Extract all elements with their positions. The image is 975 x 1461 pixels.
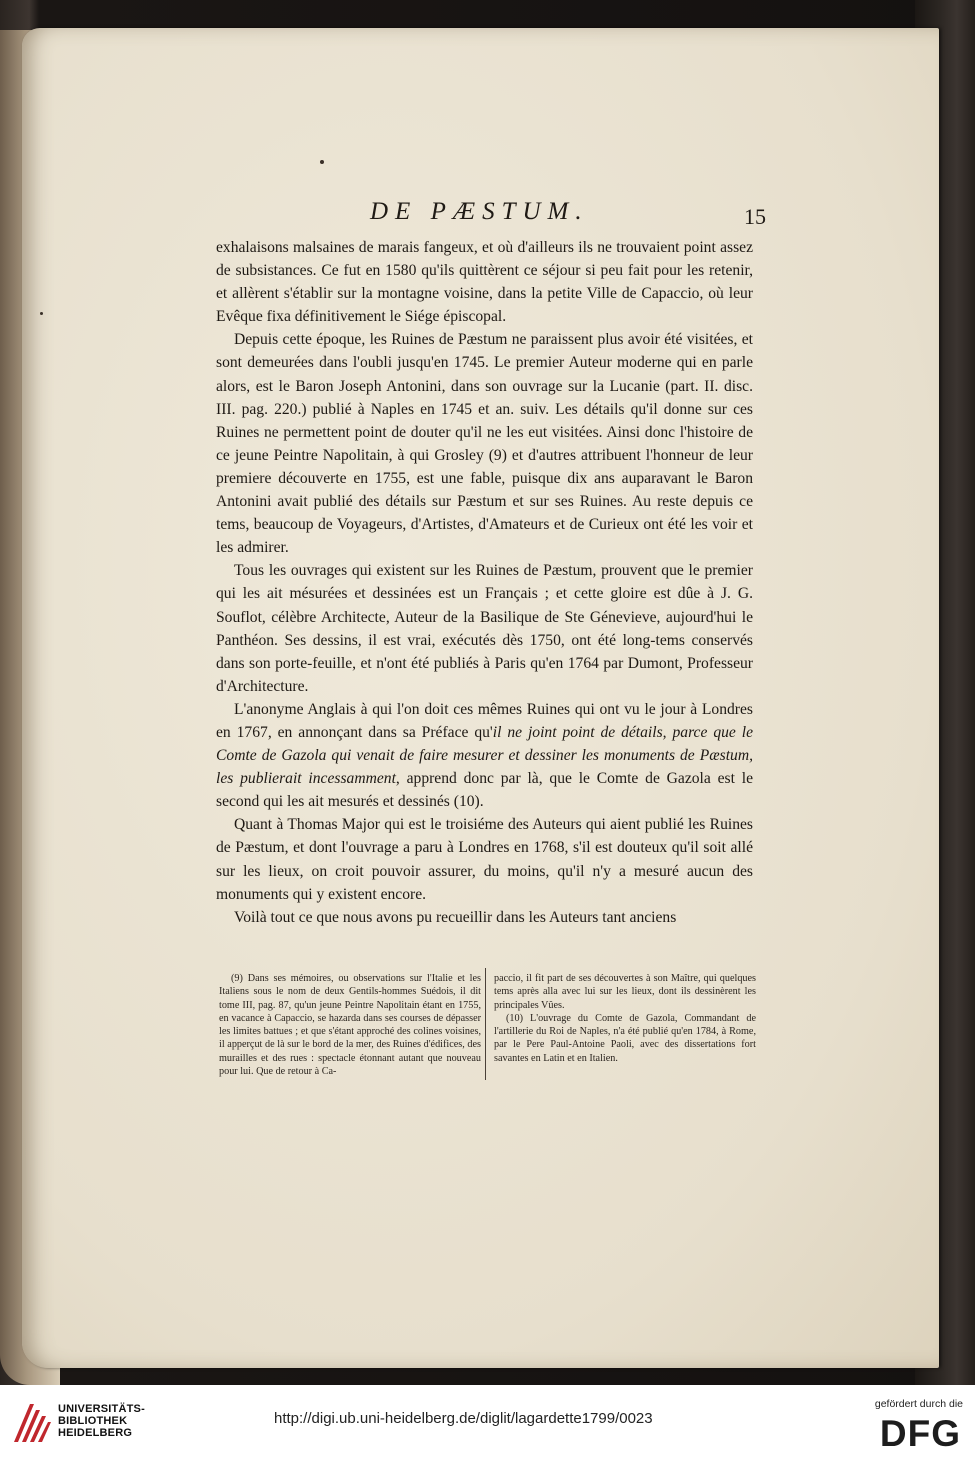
paragraph-text: L'anonyme Anglais à qui l'on doit ces mêmes Ruines qui ont vu le jour à Londres en 1767, en annonçant dans sa Préface qu' <box>216 700 753 741</box>
ink-speck <box>40 312 43 315</box>
footnote-10: (10) L'ouvrage du Comte de Gazola, Commandant de l'artillerie du Roi de Naples, n'a été publié qu'en 1784, à Rome, par le Pere Paul-Antoine Paoli, avec des dissertations fort savantes en Latin et en Italien. <box>494 1012 756 1064</box>
footnote-9: (9) Dans ses mémoires, ou observations sur l'Italie et les Italiens sous le nom de deux Gentils-hommes Suédois, il dit tome III, pag. 87, qu'un jeune Peintre Napolitain étant en 1755, en vacance à Capaccio, se hazarda dans ses courses de dépasser les limites battues ; et que s'étant approché des colines voisines, il apperçut de là sur le bord de la mer, des Ruines d'édifices, des murailles et des rues : spectacle étonnant autant que nouveau pour lui. Que de retour à Ca- <box>219 973 481 1078</box>
page-number: 15 <box>744 204 766 229</box>
library-name-line: BIBLIOTHEK <box>58 1415 128 1427</box>
paragraph-text: , apprend donc par là, que le Comte de Gazola est le second qui les ait mesurés et dessinés (10). <box>216 770 753 811</box>
footnote-left-column <box>219 972 481 1078</box>
library-name-line: HEIDELBERG <box>58 1427 133 1439</box>
paragraph: Tous les ouvrages qui existent sur les Ruines de Pæstum, prouvent que le premier qui les ait mésurées et dessinées est un Français ; et cette gloire est dûe à J. G. Souflot, célèbre Architecte, Auteur de la Basilique de Ste Génevieve, aujourd'hui le Panthéon. Ses dessins, il est vrai, exécutés dès 1750, ont été long-tems conservés dans son porte-feuille, et n'ont été publiés à Paris qu'en 1764 par Dumont, Professeur d'Architecture. <box>216 562 753 695</box>
paragraph <box>216 698 753 813</box>
footnote-column-rule <box>485 968 486 1080</box>
footer-bar <box>0 1385 975 1461</box>
body-text <box>216 236 753 929</box>
permalink-url[interactable]: http://digi.ub.uni-heidelberg.de/diglit/lagardette1799/0023 <box>274 1410 653 1427</box>
footnote-right-column <box>494 972 756 1065</box>
running-head <box>370 198 770 234</box>
library-name-line: UNIVERSITÄTS- <box>58 1403 145 1415</box>
italic-quote: il ne joint point de détails, parce que le Comte de Gazola qui venait de faire mesurer et dessiner les monuments de Pæstum, <box>216 723 754 765</box>
running-title: DE PÆSTUM. <box>370 198 589 225</box>
dfg-logo[interactable]: DFG <box>879 1413 961 1454</box>
paragraph: Voilà tout ce que nous avons pu recueillir dans les Auteurs tant anciens <box>234 908 677 926</box>
italic-quote: les publierait incessamment <box>216 770 396 788</box>
ink-speck <box>320 160 324 164</box>
library-name[interactable] <box>58 1403 145 1439</box>
library-logo-icon[interactable] <box>10 1400 52 1446</box>
paragraph: Quant à Thomas Major qui est le troisiéme des Auteurs qui aient publié les Ruines de Pæstum, et dont l'ouvrage a paru à Londres en 1768, s'il est douteux qu'il soit allé sur les lieux, on croit pouvoir assurer, du moins, qu'il n'y a mesuré aucun des monuments qui y existent encore. <box>216 816 753 903</box>
paragraph: exhalaisons malsaines de marais fangeux, et où d'ailleurs ils ne trouvaient point assez de subsistances. Ce fut en 1580 qu'ils quittèrent ce séjour si peu fait pour les retenir, et allèrent s'établir sur la montagne voisine, dans la petite Ville de Capaccio, où leur Evêque fixa définitivement le Siége épiscopal. <box>216 239 753 326</box>
footnote-9-continued: paccio, il fit part de ses découvertes à son Maître, qui quelques tems après alla avec lui sur les lieux, dont ils dessinèrent les principales Vûes. <box>494 973 756 1011</box>
funding-caption: gefördert durch die <box>874 1398 963 1410</box>
paragraph: Depuis cette époque, les Ruines de Pæstum ne paraissent plus avoir été visitées, et sont demeurées dans l'oubli jusqu'en 1745. Le premier Auteur moderne qui en parle alors, est le Baron Joseph Antonini, dans son ouvrage sur la Lucanie (part. II. disc. III. pag. 220.) publié à Naples en 1745 et an. suiv. Les détails qu'il donne sur ces Ruines ne permettent point de douter qu'il ne les eut visitées. Ainsi donc l'histoire de ce jeune Peintre Napolitain, à qui Grosley (9) et d'autres attribuent l'honneur de leur premiere découverte en 1755, est une fable, puisque dix ans auparavant le Baron Antonini avait publié des détails sur Pæstum et sur ses Ruines. Au reste depuis ce tems, beaucoup de Voyageurs, d'Artistes, d'Amateurs et de Curieux ont été les voir et les admirer. <box>216 331 753 557</box>
